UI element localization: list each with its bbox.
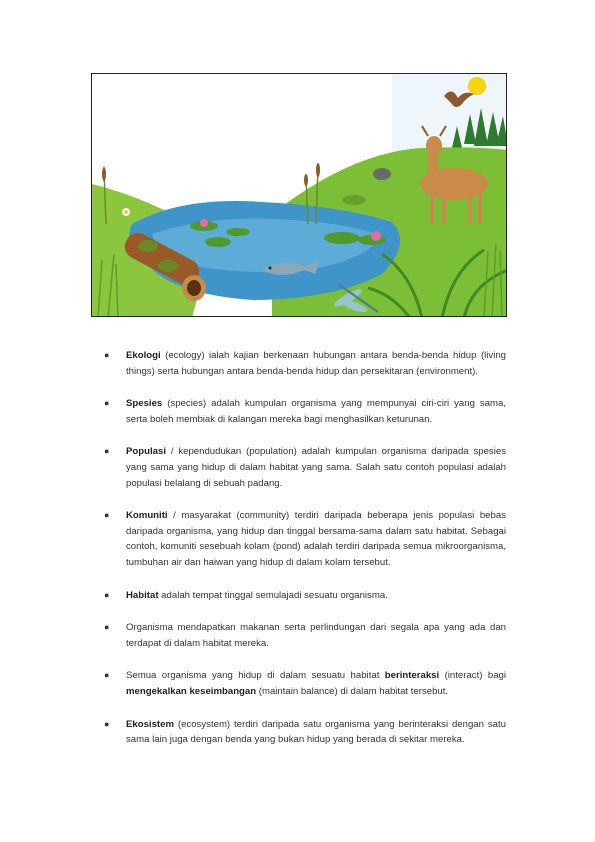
- description: (interact) bagi: [439, 670, 507, 682]
- term: berinteraksi: [384, 670, 440, 682]
- lotus-flower-icon: [200, 219, 208, 227]
- term: Ekologi: [126, 350, 161, 361]
- list-item-text: [126, 620, 506, 651]
- term: Habitat: [126, 589, 159, 601]
- description: (ecology) ialah kajian berkenaan hubungan antara benda-benda hidup (living things) serta hubungan antara benda-benda hidup dan persekitaran (environment).: [126, 350, 506, 377]
- list-item-text: [126, 588, 506, 604]
- bullet-icon: ●: [104, 510, 110, 521]
- description: adalah tempat tinggal semulajadi sesuatu organisma.: [158, 589, 388, 601]
- bullet-icon: ●: [104, 446, 110, 457]
- bullet-icon: ●: [104, 622, 110, 633]
- term: Ekosistem: [126, 718, 174, 730]
- description: / masyarakat (community) terdiri daripada beberapa jenis populasi bebas daripada organisma, yang hidup dan tinggal bersama-sama dalam satu habitat. Sebagai contoh, komuniti sesebuah kolam (pond) adalah terdiri daripada semua mikroorganisma, tumbuhan air dan haiwan yang hidup di dalam kolam tersebut.: [126, 510, 506, 568]
- term: mengekalkan keseimbangan: [126, 685, 257, 697]
- list-item-text: [126, 717, 506, 748]
- description: (maintain balance) di dalam habitat tersebut.: [256, 685, 449, 697]
- term: Komuniti: [126, 510, 168, 522]
- list-item: [104, 396, 506, 427]
- list-item-text: [126, 444, 506, 491]
- sun-icon: [468, 77, 486, 95]
- description: Semua organisma yang hidup di dalam sesuatu habitat: [126, 670, 385, 682]
- description: (ecosystem) terdiri daripada satu organisma yang berinteraksi dengan satu sama lain juga dengan benda yang bukan hidup yang berada di sekitar mereka.: [126, 718, 506, 746]
- bullet-icon: ●: [104, 718, 110, 729]
- frog-icon: [342, 195, 366, 205]
- description: Organisma mendapatkan makanan serta perlindungan dari segala apa yang ada dan terdapat di dalam habitat mereka.: [126, 622, 506, 649]
- bullet-icon: ●: [104, 670, 110, 681]
- list-item-text: [126, 508, 506, 570]
- list-item-text: [126, 396, 506, 427]
- list-item: [104, 717, 506, 748]
- term: Populasi: [126, 446, 166, 458]
- list-item: [104, 620, 506, 651]
- list-item-text: [126, 668, 506, 699]
- list-item: [104, 588, 506, 604]
- turtle-icon: [138, 240, 158, 252]
- description: / kependudukan (population) adalah kumpulan organisma daripada spesies yang sama yang hidup di dalam habitat yang sama. Salah satu contoh populasi adalah populasi belalang di sebuah padang.: [126, 446, 506, 489]
- bullet-icon: ●: [104, 350, 110, 360]
- list-item: [104, 348, 506, 379]
- list-item-text: [126, 348, 506, 379]
- definition-list: [104, 348, 506, 765]
- description: (species) adalah kumpulan organisma yang mempunyai ciri-ciri yang sama, serta boleh membiak di kalangan mereka bagi menghasilkan keturunan.: [126, 398, 506, 425]
- list-item: [104, 444, 506, 491]
- bullet-icon: ●: [104, 398, 110, 409]
- raccoon-icon: [373, 168, 391, 180]
- pond-ecosystem-illustration: [91, 73, 507, 317]
- list-item: [104, 508, 506, 570]
- term: Spesies: [126, 398, 163, 410]
- list-item: [104, 668, 506, 699]
- bullet-icon: ●: [104, 589, 110, 600]
